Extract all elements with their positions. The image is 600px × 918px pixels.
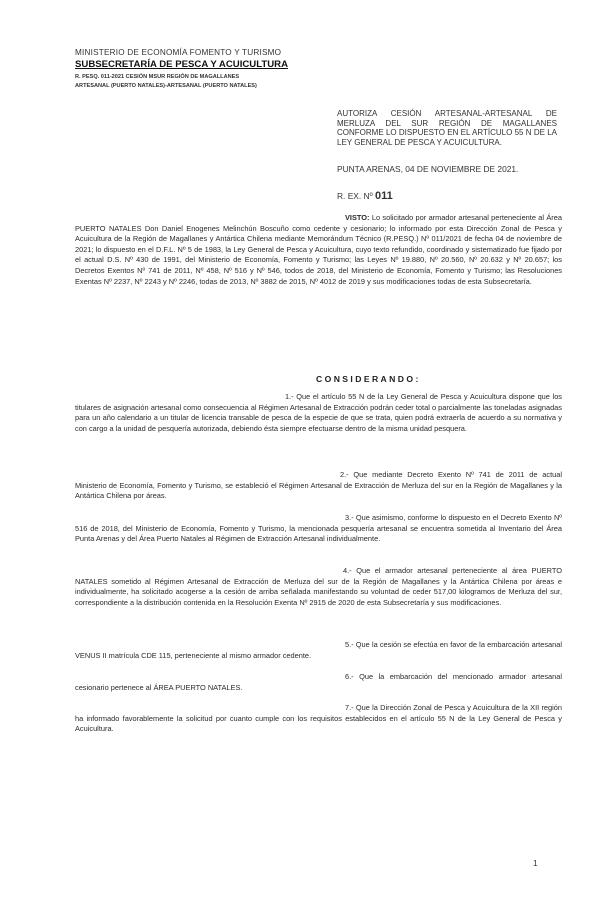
considerando-paragraph-5: 5.- Que la cesión se efectúa en favor de la embarcación artesanal VENUS II matrícula CDE 115, perteneciente al mismo armador cedente. xyxy=(75,640,562,660)
date-line: PUNTA ARENAS, 04 DE NOVIEMBRE DE 2021. xyxy=(337,164,519,174)
subsecretaria-name: SUBSECRETARÍA DE PESCA Y ACUICULTURA xyxy=(75,59,289,70)
page-number: 1 xyxy=(533,858,538,868)
considerando-heading: CONSIDERANDO: xyxy=(316,374,421,384)
resolution-title: AUTORIZA CESIÓN ARTESANAL-ARTESANAL DE MERLUZA DEL SUR REGIÓN DE MAGALLANES CONFORME LO DISPUESTO EN EL ARTÍCULO 55 N DE LA LEY GENERAL DE PESCA Y ACUICULTURA. xyxy=(337,109,557,147)
considerando-paragraph-7: 7.- Que la Dirección Zonal de Pesca y Acuicultura de la XII región ha informado favorablemente la solicitud por cuanto cumple con los requisitos establecidos en el artículo 55 N de la Ley General de Pesca y Acuicultura. xyxy=(75,703,562,734)
resolution-label: R. EX. Nº xyxy=(337,191,373,201)
visto-heading: VISTO: xyxy=(345,213,370,222)
considerando-paragraph-1: 1.- Que el artículo 55 N de la Ley General de Pesca y Acuicultura dispone que los titulares de asignación artesanal como consecuencia al Régimen Artesanal de Extracción podrán ceder total o parcialmente las toneladas asignadas para un año calendario a un titular de licencia transable de pesca de la especie de que se trata, quien podrá extraerla de acuerdo a su normativa y con cargo a la unidad de pesquería autorizada, debiendo ésta siempre efectuarse dentro de la misma unidad pesquera. xyxy=(75,392,562,433)
resolution-number xyxy=(337,190,393,202)
visto-paragraph xyxy=(75,213,562,287)
ministry-name: MINISTERIO DE ECONOMÍA FOMENTO Y TURISMO xyxy=(75,48,282,57)
letterhead xyxy=(75,48,305,89)
considerando-paragraph-6: 6.- Que la embarcación del mencionado armador artesanal cesionario pertenece al ÁREA PUERTO NATALES. xyxy=(75,672,562,692)
visto-text: Lo solicitado por armador artesanal perteneciente al Área PUERTO NATALES Don Daniel Enogenes Melinchún Boscuño como cedente y cesionario; lo informado por esta Dirección Zonal de Pesca y Acuicultura de la Región de Magallanes y Antártica Chilena mediante Memorándum Técnico (R.PESQ.) Nº 011/2021 de fecha 04 de noviembre de 2021; lo dispuesto en el D.F.L. Nº 5 de 1983, la Ley General de Pesca y Acuicultura, cuyo texto refundido, coordinado y sistematizado fue fijado por el actual D.S. Nº 430 de 1991, del Ministerio de Economía, Fomento y Turismo; las Leyes Nº 19.880, Nº 20.560, Nº 20.632 y Nº 20.657; los Decretos Exentos Nº 741 de 2011, Nº 458, Nº 516 y Nº 546, todos de 2018, del Ministerio de Economía, Fomento y Turismo; las Resoluciones Exentas Nº 2237, Nº 2243 y Nº 2246, todas de 2013, Nº 3882 de 2015, Nº 4012 de 2019 y sus modificaciones todas de esta Subsecretaría. xyxy=(75,213,562,286)
resolution-number-value: 011 xyxy=(374,190,393,202)
reference-line-1: R. PESQ. 011-2021 CESIÓN MSUR REGIÓN DE MAGALLANES xyxy=(75,74,240,80)
considerando-paragraph-3: 3.- Que asimismo, conforme lo dispuesto en el Decreto Exento Nº 516 de 2018, del Ministerio de Economía, Fomento y Turismo, la mencionada pesquería artesanal se encuentra sometida al Inventario del Área Punta Arenas y del Área Puerto Natales al Régimen de Extracción Artesanal individualmente. xyxy=(75,513,562,544)
considerando-paragraph-4: 4.- Que el armador artesanal perteneciente al área PUERTO NATALES sometido al Régimen Artesanal de Extracción de Merluza del sur de la Región de Magallanes y la Antártica Chilena por áreas e individualmente, ha solicitado acogerse a la cesión de arriba señalada manifestando su voluntad de ceder 517,00 kilogramos de Merluza del sur, correspondiente a la distribución contenida en la Resolución Exenta Nº 2915 de 2020 de esta Subsecretaría y sus modificaciones. xyxy=(75,566,562,607)
reference-line-2: ARTESANAL (PUERTO NATALES)-ARTESANAL (PUERTO NATALES) xyxy=(75,83,257,89)
considerando-paragraph-2: 2.- Que mediante Decreto Exento Nº 741 de 2011 de actual Ministerio de Economía, Fomento y Turismo, se estableció el Régimen Artesanal de Extracción de Merluza del sur en la Región de Magallanes y la Antártica Chilena por áreas. xyxy=(75,470,562,501)
